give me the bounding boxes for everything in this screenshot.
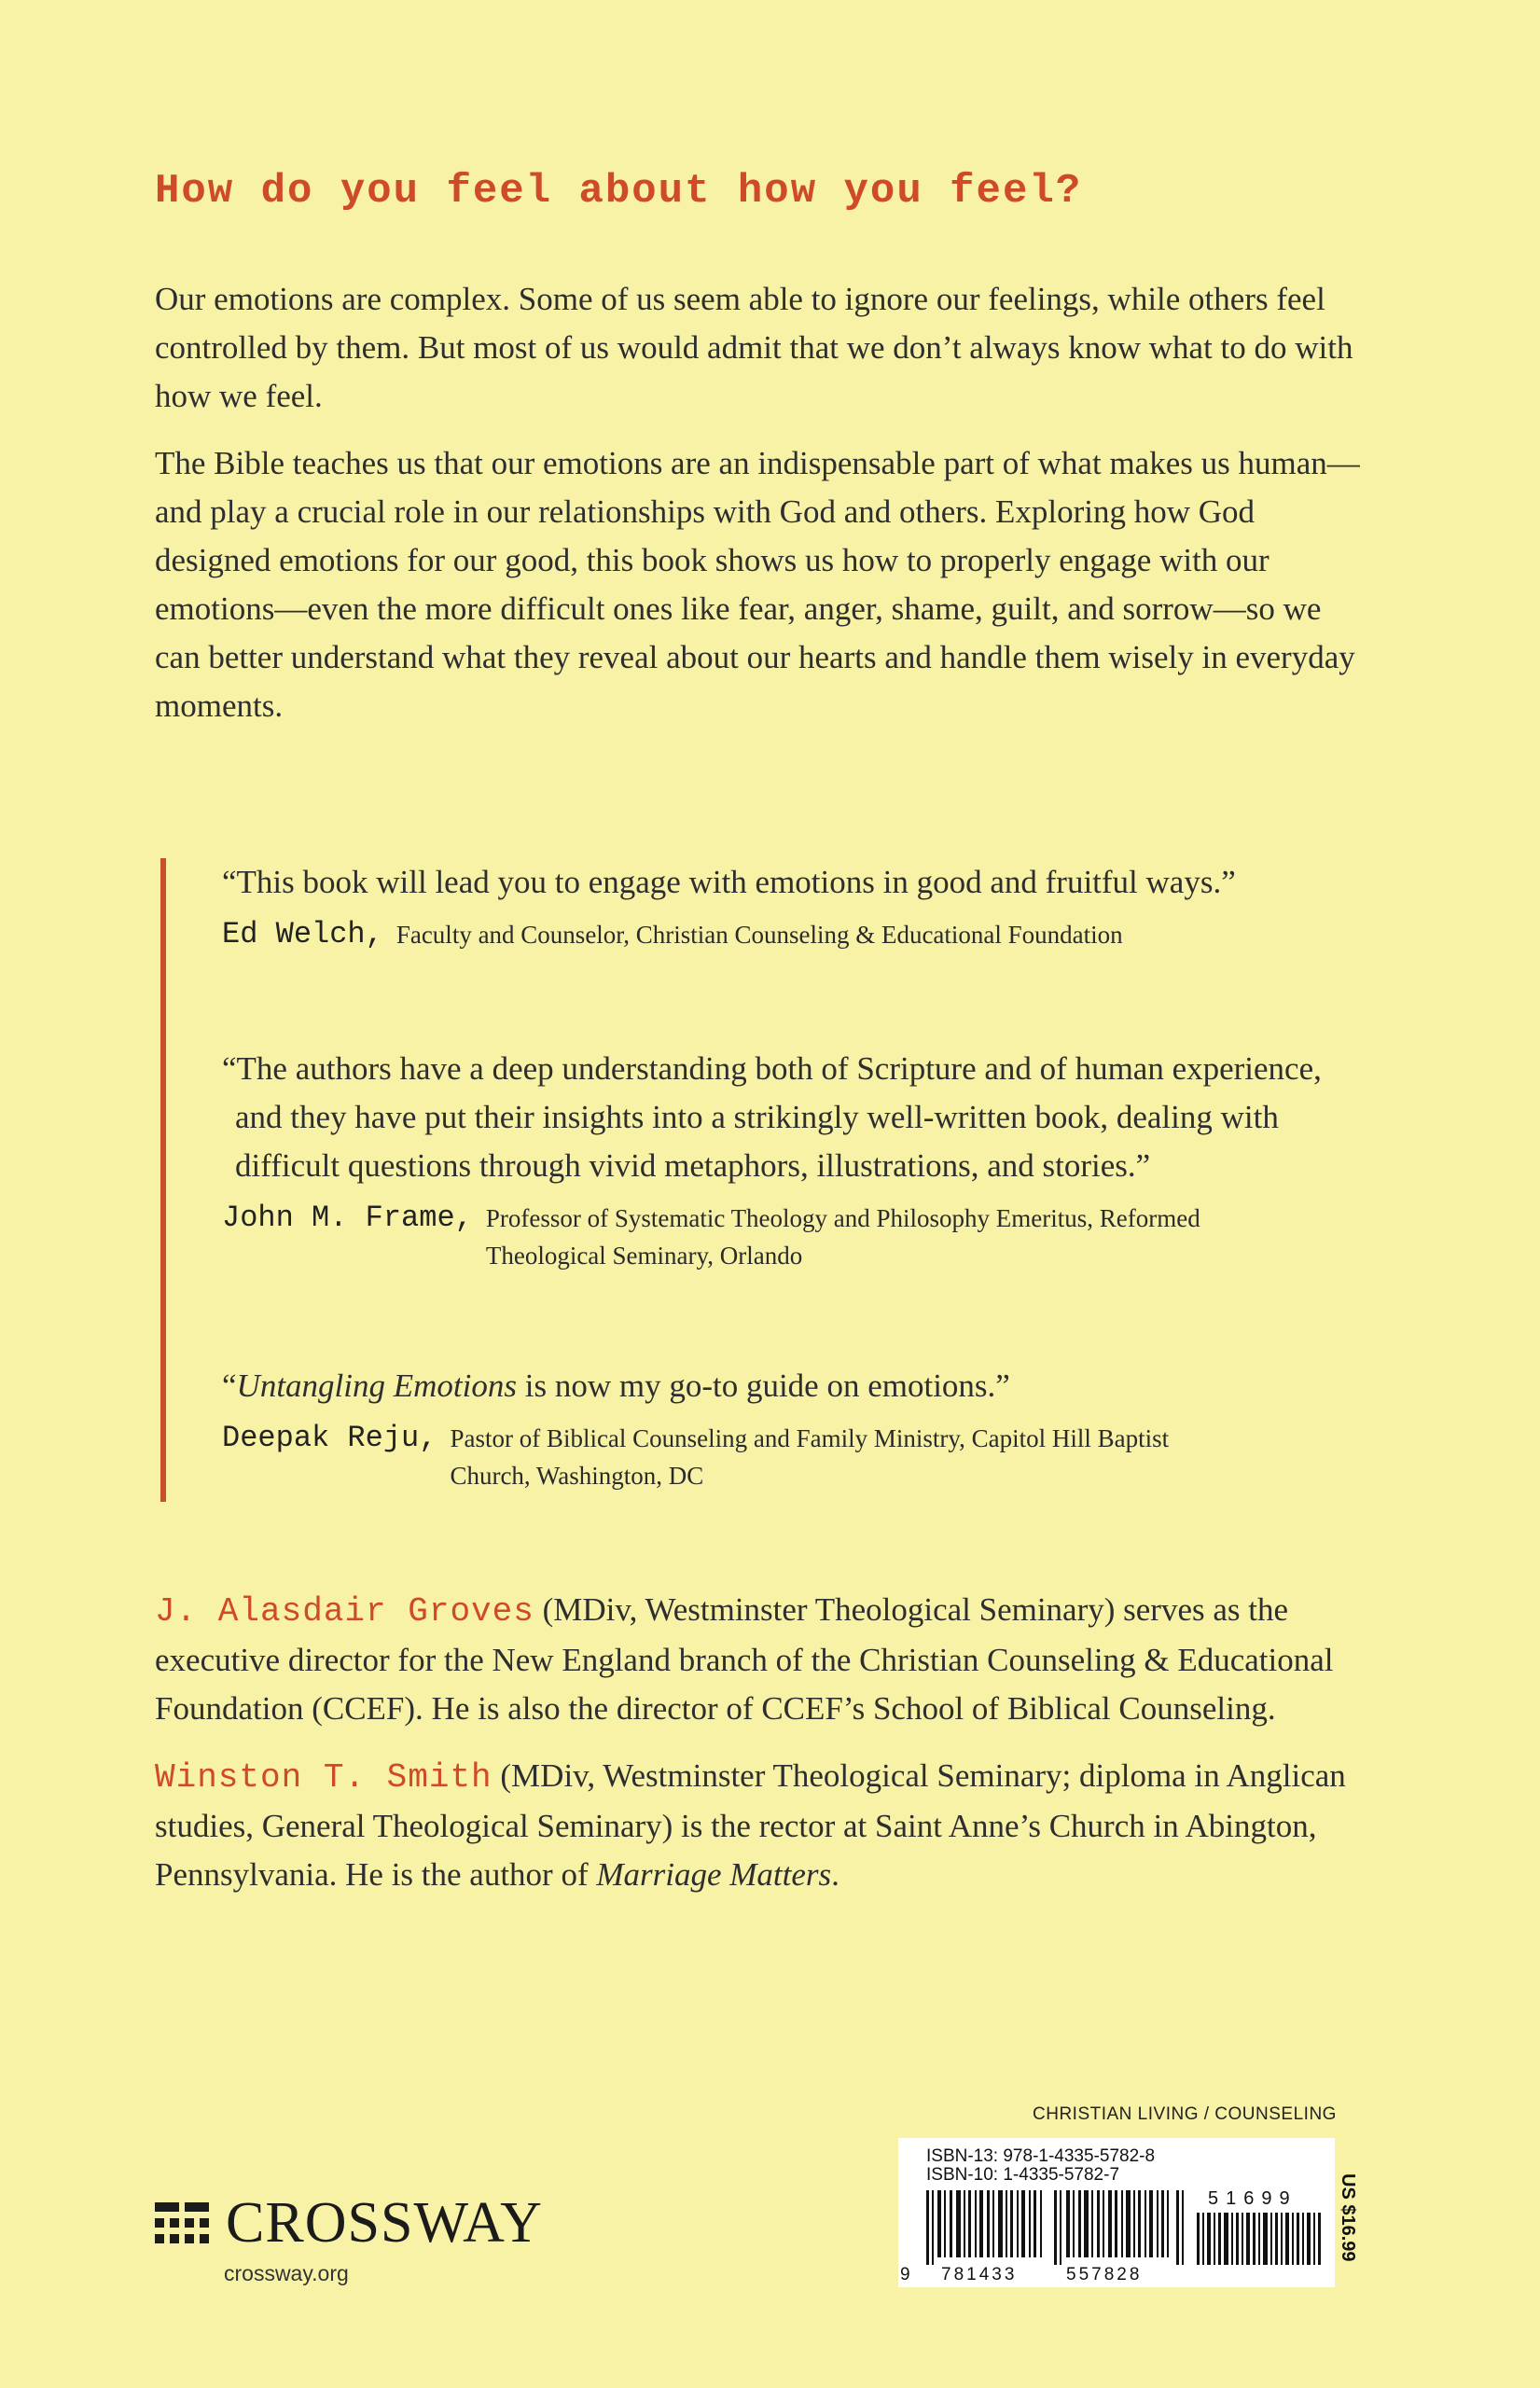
barcode-left-digits: 781433 [941, 2265, 1018, 2284]
author-bio-groves: J. Alasdair Groves (MDiv, Westminster Theological Seminary) serves as the executive director for the New England branch of the Christian Counseling & Educational Foundation (CCEF). He is also the director of CCEF’s School of Biblical Counseling. [155, 1591, 1334, 1727]
isbn-10: ISBN-10: 1-4335-5782-7 [926, 2165, 1120, 2185]
endorsement-frame [222, 1045, 1341, 1274]
endorsement-quote: “The authors have a deep understanding both of Scripture and of human experience, and they have put their insights into a strikingly well-written book, dealing with difficult questions through vivid metaphors, illustrations, and stories.” [222, 1050, 1322, 1184]
author-name: J. Alasdair Groves [155, 1592, 534, 1631]
publisher-logo [155, 2191, 543, 2255]
ean-barcode-icon [924, 2190, 1195, 2265]
endorser-name: John M. Frame, [222, 1201, 473, 1235]
book-title: Untangling Emotions [236, 1368, 517, 1404]
endorsements [160, 858, 1373, 1502]
isbn-13: ISBN-13: 978-1-4335-5782-8 [926, 2146, 1156, 2166]
crossway-logo-icon [155, 2202, 209, 2243]
barcode-lead-digit: 9 [900, 2265, 913, 2284]
price-code: 51699 [1208, 2188, 1297, 2209]
endorser-role: Professor of Systematic Theology and Philosophy Emeritus, Reformed Theological Seminary, Orlando [485, 1204, 1200, 1270]
endorser-role: Faculty and Counselor, Christian Counseling & Educational Foundation [395, 921, 1123, 949]
publisher-name: CROSSWAY [226, 2191, 543, 2255]
author-name: Winston T. Smith [155, 1758, 493, 1797]
endorsement-welch [222, 858, 1341, 953]
endorsement-rule [160, 858, 166, 1502]
price [1336, 2173, 1358, 2276]
barcode-right-digits: 557828 [1066, 2265, 1143, 2284]
endorsement-quote: “Untangling Emotions is now my go-to guide on emotions.” [222, 1368, 1010, 1404]
category-label: CHRISTIAN LIVING / COUNSELING [1033, 2104, 1337, 2124]
price-label: US $16.99 [1338, 2173, 1358, 2262]
barcode-panel [898, 2138, 1335, 2287]
author-bio-smith: Winston T. Smith (MDiv, Westminster Theological Seminary; diploma in Anglican studies, General Theological Seminary) is the rector at Saint Anne’s Church in Abington, Pennsylvania. He is the author of Marriage Matters. [155, 1757, 1346, 1893]
publisher-url[interactable]: crossway.org [224, 2261, 349, 2285]
intro-paragraph: Our emotions are complex. Some of us seem able to ignore our feelings, while others feel controlled by them. But most of us would admit that we don’t always know what to do with how we feel. [155, 281, 1353, 414]
intro-paragraph: The Bible teaches us that our emotions are an indispensable part of what makes us human—and play a crucial role in our relationships with God and others. Exploring how God designed emotions for our good, this book shows us how to properly engage with our emotions—even the more difficult ones like fear, anger, shame, guilt, and sorrow—so we can better understand what they reveal about our hearts and handle them wisely in everyday moments. [155, 445, 1360, 724]
endorsement-reju [222, 1362, 1341, 1494]
author-bios [155, 1586, 1367, 1918]
endorser-name: Deepak Reju, [222, 1421, 437, 1455]
endorsement-quote: “This book will lead you to engage with emotions in good and fruitful ways.” [222, 864, 1236, 900]
endorser-name: Ed Welch, [222, 917, 383, 951]
intro-copy [155, 275, 1367, 749]
headline: How do you feel about how you feel? [155, 168, 1083, 215]
price-barcode-icon [1195, 2213, 1325, 2265]
endorser-role: Pastor of Biblical Counseling and Family Ministry, Capitol Hill Baptist Church, Washington, DC [450, 1424, 1170, 1490]
book-title: Marriage Matters [596, 1856, 832, 1893]
